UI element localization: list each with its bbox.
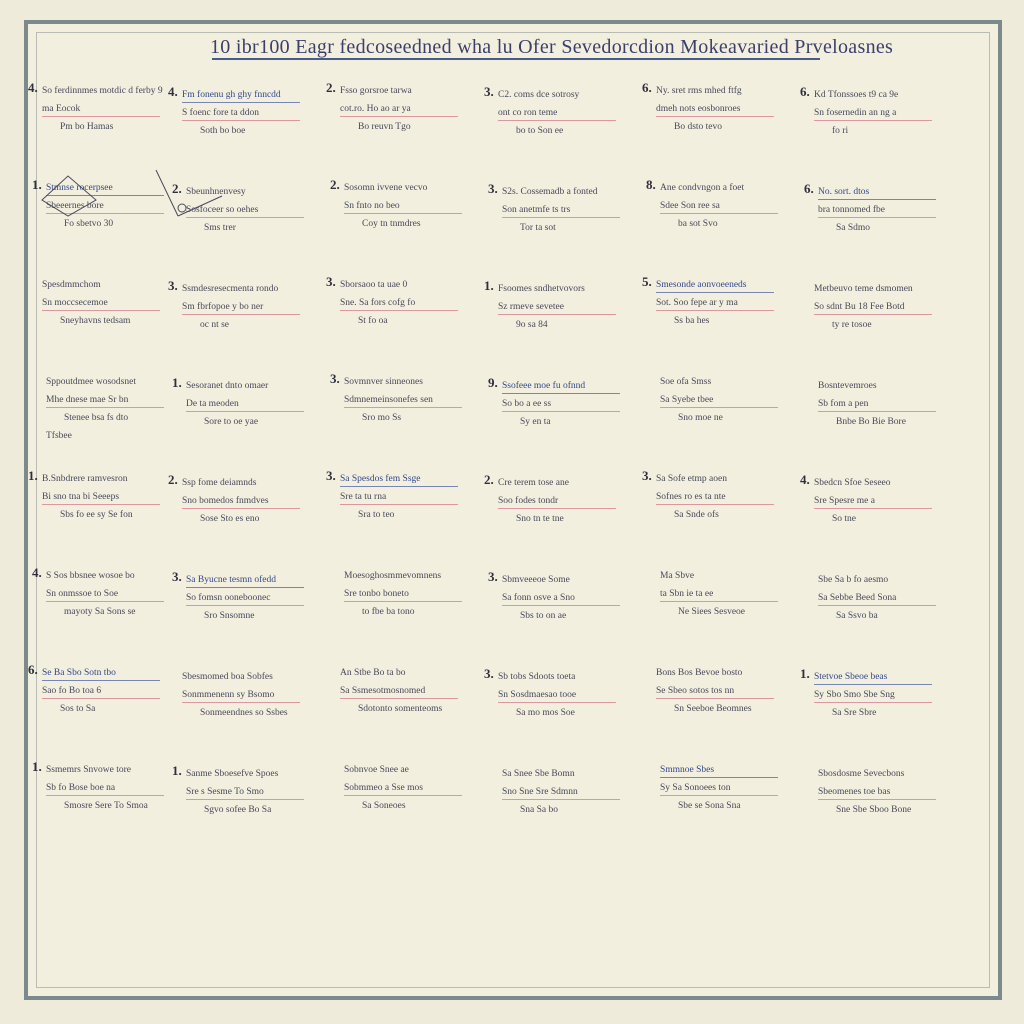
problem-number: 3. [484, 666, 494, 681]
problem-line: Mhe dnese mae Sr bn [46, 393, 164, 408]
problem-cell [488, 569, 638, 661]
problem-line: mayoty Sa Sons se [64, 607, 136, 617]
problem-line: Bosntevemroes [818, 381, 877, 391]
problem-line: Pm bo Hamas [60, 122, 114, 132]
problem-line: Sbmveeeoe Some [502, 575, 570, 585]
problem-cell [800, 278, 950, 370]
problem-line: B.Snbdrere ramvesron [42, 474, 128, 484]
problem-cell [330, 759, 480, 851]
problem-number: 3. [326, 468, 336, 483]
problem-line: Sbe se Sona Sna [678, 801, 741, 811]
problem-line: Sa Sebbe Beed Sona [818, 591, 936, 606]
problem-line: Sbedcn Sfoe Seseeo [814, 478, 891, 488]
problem-line: Sdee Son ree sa [660, 199, 778, 214]
problem-line: Tor ta sot [520, 223, 556, 233]
problem-line: Sgvo sofee Bo Sa [204, 805, 272, 815]
problem-line: Sre s Sesme To Smo [186, 785, 304, 800]
problem-line: Sro Snsomne [204, 611, 255, 621]
problem-line: Smmnoe Sbes [660, 763, 778, 778]
problem-cell [172, 375, 322, 467]
problem-number: 4. [28, 80, 38, 95]
problem-line: Ssp fome deiamnds [182, 478, 257, 488]
problem-number: 3. [326, 274, 336, 289]
problem-line: Soth bo boe [200, 126, 246, 136]
problem-line: Sn Seeboe Beomnes [674, 704, 752, 714]
problem-line: Bnbe Bo Bie Bore [836, 417, 906, 427]
problem-number: 4. [168, 84, 178, 99]
problem-line: Sdmnemeinsonefes sen [344, 393, 462, 408]
problem-line: So ferdinnmes motdic d ferby 9 [42, 86, 163, 96]
problem-line: Sobmmeo a Sse mos [344, 781, 462, 796]
problem-line: Sz rmeve sevetee [498, 300, 616, 315]
problem-line: S2s. Cossemadb a fonted [502, 187, 598, 197]
problem-line: Se Ba Sbo Sotn tbo [42, 666, 160, 681]
problem-line: Son anetmfe ts trs [502, 203, 620, 218]
problem-cell [28, 468, 178, 560]
problem-cell [326, 468, 476, 560]
problem-number: 2. [330, 177, 340, 192]
problem-line: Sna Sa bo [520, 805, 558, 815]
problem-line: Sy Sa Sonoees ton [660, 781, 778, 796]
problem-cell [484, 278, 634, 370]
problem-cell [642, 274, 792, 366]
title-underline [212, 58, 820, 60]
problem-line: Bi sno tna bi Seeeps [42, 490, 160, 505]
problem-line: Sn onmssoe to Soe [46, 587, 164, 602]
problem-line: Sbeunhnenvesy [186, 187, 246, 197]
problem-number: 1. [800, 666, 810, 681]
problem-number: 2. [484, 472, 494, 487]
problem-line: Sre tonbo boneto [344, 587, 462, 602]
problem-line: Soe ofa Smss [660, 377, 712, 387]
problem-cell [330, 565, 480, 657]
problem-line: Sanme Sboesefve Spoes [186, 769, 279, 779]
problem-cell [800, 666, 950, 758]
problem-line: No. sort. dtos [818, 185, 936, 200]
problem-line: Sbesmomed boa Sobfes [182, 672, 273, 682]
problem-line: Sre ta tu rna [340, 490, 458, 505]
problem-number: 4. [32, 565, 42, 580]
problem-line: Sa Ssvo ba [836, 611, 878, 621]
problem-cell [330, 177, 480, 269]
problem-cell [484, 472, 634, 564]
page-title: 10 ibr100 Eagr fedcoseedned wha lu Ofer Sevedorcdion Mokeavaried Prveloasnes [210, 36, 894, 58]
problem-cell [804, 181, 954, 273]
problem-number: 3. [488, 569, 498, 584]
problem-line: Sovmnver sinneones [344, 377, 423, 387]
problem-line: bra tonnomed fbe [818, 203, 936, 218]
problem-number: 3. [172, 569, 182, 584]
problem-line: Ane condvngon a foet [660, 183, 745, 193]
problem-cell [800, 472, 950, 564]
problem-line: Sbeeernes bore [46, 199, 164, 214]
problem-cell [804, 569, 954, 661]
problem-cell [172, 763, 322, 855]
problem-line: Sno Sne Sre Sdmnn [502, 785, 620, 800]
problem-line: Fo sbetvo 30 [64, 219, 114, 229]
problem-line: 9o sa 84 [516, 320, 548, 330]
problem-line: Fm fonenu gh ghy fnncdd [182, 88, 300, 103]
problem-line: Soo fodes tondr [498, 494, 616, 509]
problem-cell [642, 662, 792, 754]
problem-line: cot.ro. Ho ao ar ya [340, 102, 458, 117]
problem-line: Sppoutdmee wosodsnet [46, 377, 136, 387]
problem-line: Sa Sre Sbre [832, 708, 877, 718]
problem-line: Sa Sofe etmp aoen [656, 474, 727, 484]
problem-number: 1. [172, 375, 182, 390]
problem-line: Sesoranet dnto omaer [186, 381, 269, 391]
problem-line: Smesonde aonvoeeneds [656, 278, 774, 293]
problem-cell [800, 84, 950, 176]
problem-line: Sosomn ivvene vecvo [344, 183, 428, 193]
problem-line: Sot. Soo fepe ar y ma [656, 296, 774, 311]
problem-number: 1. [32, 177, 42, 192]
problem-number: 4. [800, 472, 810, 487]
problem-line: Sno moe ne [678, 413, 723, 423]
problem-line: Ssofeee moe fu ofnnd [502, 379, 620, 394]
problem-line: So bo a ee ss [502, 397, 620, 412]
problem-line: S foenc fore ta ddon [182, 106, 300, 121]
problem-line: ta Sbn ie ta ee [660, 587, 778, 602]
problem-number: 9. [488, 375, 498, 390]
problem-number: 6. [804, 181, 814, 196]
problem-line: Sborsaoo ta uae 0 [340, 280, 408, 290]
problem-line: Sofnes ro es ta nte [656, 490, 774, 505]
problem-line: Sa fonn osve a Sno [502, 591, 620, 606]
problem-line: to fbe ba tono [362, 607, 415, 617]
problem-line: ty re tosoe [832, 320, 872, 330]
problem-line: Sa Syebe tbee [660, 393, 778, 408]
problem-cell [646, 177, 796, 269]
problem-line: Sb fom a pen [818, 397, 936, 412]
problem-cell [32, 565, 182, 657]
problem-line: Sdotonto somenteoms [358, 704, 443, 714]
problem-line: Stetvoe Sbeoe beas [814, 670, 932, 685]
problem-line: De ta meoden [186, 397, 304, 412]
problem-cell [646, 759, 796, 851]
problem-line: Kd Tfonssoes t9 ca 9e [814, 90, 899, 100]
problem-line: Sneyhavns tedsam [60, 316, 131, 326]
problem-number: 1. [28, 468, 38, 483]
problem-line: Sn fnto no beo [344, 199, 462, 214]
problem-line: Sa Sdmo [836, 223, 871, 233]
problem-line: Fsoomes sndhetvovors [498, 284, 585, 294]
problem-line: Sre Spesre me a [814, 494, 932, 509]
problem-line: Sn moccsecemoe [42, 296, 160, 311]
problem-line: dmeh nots eosbonroes [656, 102, 774, 117]
problem-number: 1. [32, 759, 42, 774]
problem-line: Sro mo Ss [362, 413, 402, 423]
problem-line: Sobnvoe Snee ae [344, 765, 409, 775]
problem-line: Sose Sto es eno [200, 514, 260, 524]
problem-cell [642, 468, 792, 560]
problem-cell [804, 763, 954, 855]
problem-line: ont co ron teme [498, 106, 616, 121]
problem-line: Ne Siees Sesveoe [678, 607, 746, 617]
problem-number: 2. [172, 181, 182, 196]
problem-cell [488, 763, 638, 855]
problem-line: Stenee bsa fs dto [64, 413, 129, 423]
problem-line: C2. coms dce sotrosy [498, 90, 580, 100]
problem-line: So fomsn ooneboonec [186, 591, 304, 606]
problem-cell [330, 371, 480, 463]
problem-line: Sy Sbo Smo Sbe Sng [814, 688, 932, 703]
problem-line: Sbeomenes toe bas [818, 785, 936, 800]
problem-line: Sno tn te tne [516, 514, 564, 524]
problem-line: Sore to oe yae [204, 417, 259, 427]
problem-line: Ssmemrs Snvowe tore [46, 765, 131, 775]
problem-cell [28, 662, 178, 754]
problem-line: So sdnt Bu 18 Fee Botd [814, 300, 932, 315]
problem-line: Spesdmmchom [42, 280, 101, 290]
problem-number: 6. [28, 662, 38, 677]
problem-line: Sao fo Bo toa 6 [42, 684, 160, 699]
problem-number: 3. [330, 371, 340, 386]
problem-cell [32, 759, 182, 851]
problem-cell [484, 666, 634, 758]
problem-line: Tfsbee [46, 431, 72, 441]
problem-line: Sn Sosdmaesao tooe [498, 688, 616, 703]
problem-line: Sonmeendnes so Ssbes [200, 708, 288, 718]
problem-line: Sb fo Bose boe na [46, 781, 164, 796]
problem-line: Sno bomedos fnmdves [182, 494, 300, 509]
problem-number: 6. [800, 84, 810, 99]
problem-line: Metbeuvo teme dsmomen [814, 284, 913, 294]
geometry-sketch [38, 160, 238, 240]
problem-line: Fsso gorsroe tarwa [340, 86, 412, 96]
problem-number: 8. [646, 177, 656, 192]
problem-line: Sbe Sa b fo aesmo [818, 575, 889, 585]
problem-cell [28, 80, 178, 172]
problem-line: Bo dsto tevo [674, 122, 723, 132]
problem-cell [646, 371, 796, 463]
problem-line: oc nt se [200, 320, 230, 330]
problem-line: fo ri [832, 126, 849, 136]
problem-line: Sa mo mos Soe [516, 708, 575, 718]
problem-cell [326, 80, 476, 172]
problem-line: Sbs fo ee sy Se fon [60, 510, 133, 520]
problem-cell [28, 274, 178, 366]
problem-number: 2. [326, 80, 336, 95]
problem-cell [804, 375, 954, 467]
problem-line: Sne Sbe Sboo Bone [836, 805, 912, 815]
problem-cell [646, 565, 796, 657]
problem-cell [168, 472, 318, 564]
problem-line: ma Eocok [42, 102, 160, 117]
problem-line: Sb tobs Sdoots toeta [498, 672, 576, 682]
problem-line: Moesoghosmmevomnens [344, 571, 442, 581]
problem-line: Sn fosernedin an ng a [814, 106, 932, 121]
problem-line: Sonmmenenn sy Bsomo [182, 688, 300, 703]
problem-line: An Stbe Bo ta bo [340, 668, 406, 678]
problem-number: 3. [642, 468, 652, 483]
problem-cell [488, 181, 638, 273]
problem-line: S Sos bbsnee wosoe bo [46, 571, 135, 581]
problem-line: bo to Son ee [516, 126, 564, 136]
problem-line: Bo reuvn Tgo [358, 122, 411, 132]
problem-cell [168, 666, 318, 758]
problem-line: Ss ba hes [674, 316, 710, 326]
problem-line: Se Sbeo sotos tos nn [656, 684, 774, 699]
problem-number: 5. [642, 274, 652, 289]
problem-cell [168, 278, 318, 370]
problem-line: Sra to teo [358, 510, 395, 520]
problem-number: 3. [484, 84, 494, 99]
problem-line: Ma Sbve [660, 571, 695, 581]
problem-line: Sa Soneoes [362, 801, 406, 811]
problem-cell [32, 371, 182, 463]
problem-line: Sa Byucne tesmn ofedd [186, 573, 304, 588]
problem-line: Sa Snee Sbe Bomn [502, 769, 575, 779]
problem-cell [326, 274, 476, 366]
problem-line: Sa Spesdos fem Ssge [340, 472, 458, 487]
problem-number: 2. [168, 472, 178, 487]
problem-line: Sbs to on ae [520, 611, 567, 621]
problem-number: 3. [168, 278, 178, 293]
problem-line: Cre terem tose ane [498, 478, 569, 488]
problem-number: 1. [484, 278, 494, 293]
problem-number: 3. [488, 181, 498, 196]
problem-cell [488, 375, 638, 467]
problem-cell [172, 569, 322, 661]
problem-line: Sa Ssmesotmosnomed [340, 684, 458, 699]
problem-line: Coy tn tnmdres [362, 219, 421, 229]
problem-number: 6. [642, 80, 652, 95]
problem-cell [484, 84, 634, 176]
problem-line: Sm fbrfopoe y bo ner [182, 300, 300, 315]
problem-line: Sos to Sa [60, 704, 96, 714]
problem-line: Bons Bos Bevoe bosto [656, 668, 743, 678]
problem-line: Sa Snde ofs [674, 510, 719, 520]
problem-line: Sne. Sa fors cofg fo [340, 296, 458, 311]
problem-line: So tne [832, 514, 857, 524]
problem-line: Stmnse rocerpsee [46, 181, 164, 196]
problem-line: Smosre Sere To Smoa [64, 801, 148, 811]
problem-line: Sms trer [204, 223, 236, 233]
problem-line: Sbosdosme Sevecbons [818, 769, 905, 779]
problem-cell [326, 662, 476, 754]
problem-cell [642, 80, 792, 172]
problem-line: St fo oa [358, 316, 388, 326]
problem-line: Ny. sret rms mhed ftfg [656, 86, 742, 96]
problem-line: ba sot Svo [678, 219, 718, 229]
problem-line: Sosfoceer so oehes [186, 203, 304, 218]
problem-line: Ssmdesresecmenta rondo [182, 284, 279, 294]
problem-line: Sy en ta [520, 417, 551, 427]
problem-number: 1. [172, 763, 182, 778]
